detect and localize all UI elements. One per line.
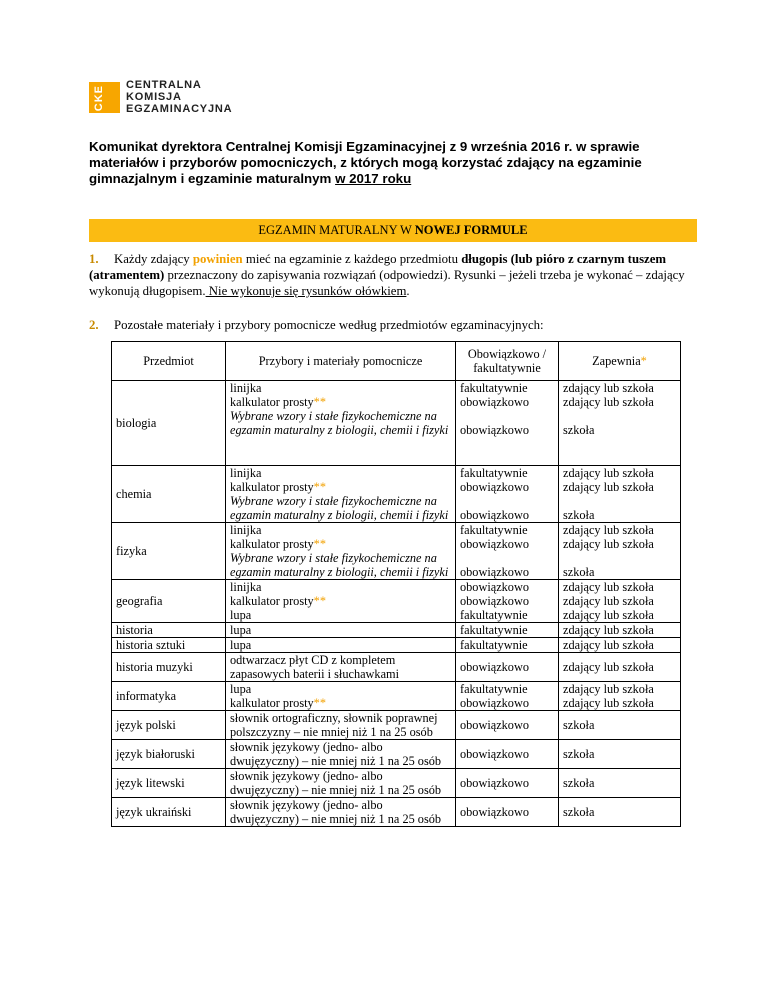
provider-cell: szkoła [559, 769, 681, 798]
obligation-cell: fakultatywnie obowiązkowo obowiązkowo [456, 381, 559, 466]
subject-cell: język litewski [112, 769, 226, 798]
subject-cell: historia [112, 623, 226, 638]
point-1: 1. Każdy zdający powinien mieć na egzaminie z każdego przedmiotu długopis (lub pióro z czarnym tuszem (atramentem) przeznaczony do zapisywania rozwiązań (odpowiedzi). Rysunki – jeżeli trzeba je wykonać – zdający wykonują długopisem. Nie wykonuje się rysunków ołówkiem. [89, 252, 685, 298]
materials-cell: linijka kalkulator prosty** Wybrane wzory i stałe fizykochemiczne na egzamin maturalny z biologii, chemii i fizyki [226, 381, 456, 466]
obligation-cell: fakultatywnie [456, 638, 559, 653]
materials-cell: lupa [226, 638, 456, 653]
subject-cell: chemia [112, 466, 226, 523]
provider-cell: zdający lub szkoła zdający lub szkoła szkoła [559, 466, 681, 523]
table-row [112, 653, 681, 682]
table-header-row [112, 342, 681, 381]
table-row [112, 466, 681, 523]
materials-cell: słownik językowy (jedno- albo dwujęzyczny) – nie mniej niż 1 na 25 osób [226, 769, 456, 798]
subject-cell: język białoruski [112, 740, 226, 769]
subject-cell: język ukraiński [112, 798, 226, 827]
obligation-cell: obowiązkowo [456, 711, 559, 740]
materials-cell: odtwarzacz płyt CD z kompletem zapasowych baterii i słuchawkami [226, 653, 456, 682]
materials-cell: linijka kalkulator prosty** Wybrane wzory i stałe fizykochemiczne na egzamin maturalny z biologii, chemii i fizyki [226, 523, 456, 580]
obligation-cell: obowiązkowo [456, 798, 559, 827]
provider-cell: zdający lub szkoła [559, 653, 681, 682]
obligation-cell: obowiązkowo [456, 740, 559, 769]
provider-cell: szkoła [559, 798, 681, 827]
obligation-cell: fakultatywnie obowiązkowo obowiązkowo [456, 466, 559, 523]
obligation-cell: fakultatywnie obowiązkowo [456, 682, 559, 711]
obligation-cell: fakultatywnie obowiązkowo obowiązkowo [456, 523, 559, 580]
col-header-materials: Przybory i materiały pomocnicze [226, 342, 456, 381]
materials-cell: lupa kalkulator prosty** [226, 682, 456, 711]
table-row [112, 623, 681, 638]
provider-cell: zdający lub szkoła zdający lub szkoła szkoła [559, 381, 681, 466]
obligation-cell: obowiązkowo obowiązkowo fakultatywnie [456, 580, 559, 623]
col-header-subject: Przedmiot [112, 342, 226, 381]
col-header-obligation: Obowiązkowo / fakultatywnie [456, 342, 559, 381]
table-row [112, 711, 681, 740]
materials-cell: słownik językowy (jedno- albo dwujęzyczny) – nie mniej niż 1 na 25 osób [226, 740, 456, 769]
document-title: Komunikat dyrektora Centralnej Komisji Egzaminacyjnej z 9 września 2016 r. w sprawie materiałów i przyborów pomocniczych, z których mogą korzystać zdający na egzaminie gimnazjalnym i egzaminie maturalnym w 2017 roku [89, 139, 642, 186]
materials-table [111, 341, 681, 827]
cke-logo-text: CENTRALNA KOMISJA EGZAMINACYJNA [126, 79, 233, 115]
subject-cell: informatyka [112, 682, 226, 711]
section-banner: EGZAMIN MATURALNY W NOWEJ FORMULE [89, 219, 697, 242]
provider-cell: szkoła [559, 711, 681, 740]
table-row [112, 798, 681, 827]
cke-logo-mark: CKE [89, 82, 120, 113]
provider-cell: zdający lub szkoła zdający lub szkoła [559, 682, 681, 711]
table-row [112, 381, 681, 466]
subject-cell: język polski [112, 711, 226, 740]
provider-cell: szkoła [559, 740, 681, 769]
provider-cell: zdający lub szkoła zdający lub szkoła szkoła [559, 523, 681, 580]
table-row [112, 740, 681, 769]
subject-cell: biologia [112, 381, 226, 466]
provider-cell: zdający lub szkoła [559, 623, 681, 638]
materials-cell: linijka kalkulator prosty** Wybrane wzory i stałe fizykochemiczne na egzamin maturalny z biologii, chemii i fizyki [226, 466, 456, 523]
provider-cell: zdający lub szkoła [559, 638, 681, 653]
materials-cell: słownik językowy (jedno- albo dwujęzyczny) – nie mniej niż 1 na 25 osób [226, 798, 456, 827]
table-row [112, 523, 681, 580]
subject-cell: historia sztuki [112, 638, 226, 653]
obligation-cell: obowiązkowo [456, 769, 559, 798]
materials-cell: lupa [226, 623, 456, 638]
table-row [112, 638, 681, 653]
col-header-provider: Zapewnia* [559, 342, 681, 381]
table-row [112, 769, 681, 798]
provider-cell: zdający lub szkoła zdający lub szkoła zdający lub szkoła [559, 580, 681, 623]
point-2: 2. Pozostałe materiały i przybory pomocnicze według przedmiotów egzaminacyjnych: [89, 318, 544, 332]
materials-cell: linijka kalkulator prosty** lupa [226, 580, 456, 623]
table-row [112, 682, 681, 711]
obligation-cell: obowiązkowo [456, 653, 559, 682]
table-row [112, 580, 681, 623]
obligation-cell: fakultatywnie [456, 623, 559, 638]
subject-cell: fizyka [112, 523, 226, 580]
materials-cell: słownik ortograficzny, słownik poprawnej polszczyzny – nie mniej niż 1 na 25 osób [226, 711, 456, 740]
subject-cell: historia muzyki [112, 653, 226, 682]
subject-cell: geografia [112, 580, 226, 623]
cke-logo [89, 80, 232, 114]
